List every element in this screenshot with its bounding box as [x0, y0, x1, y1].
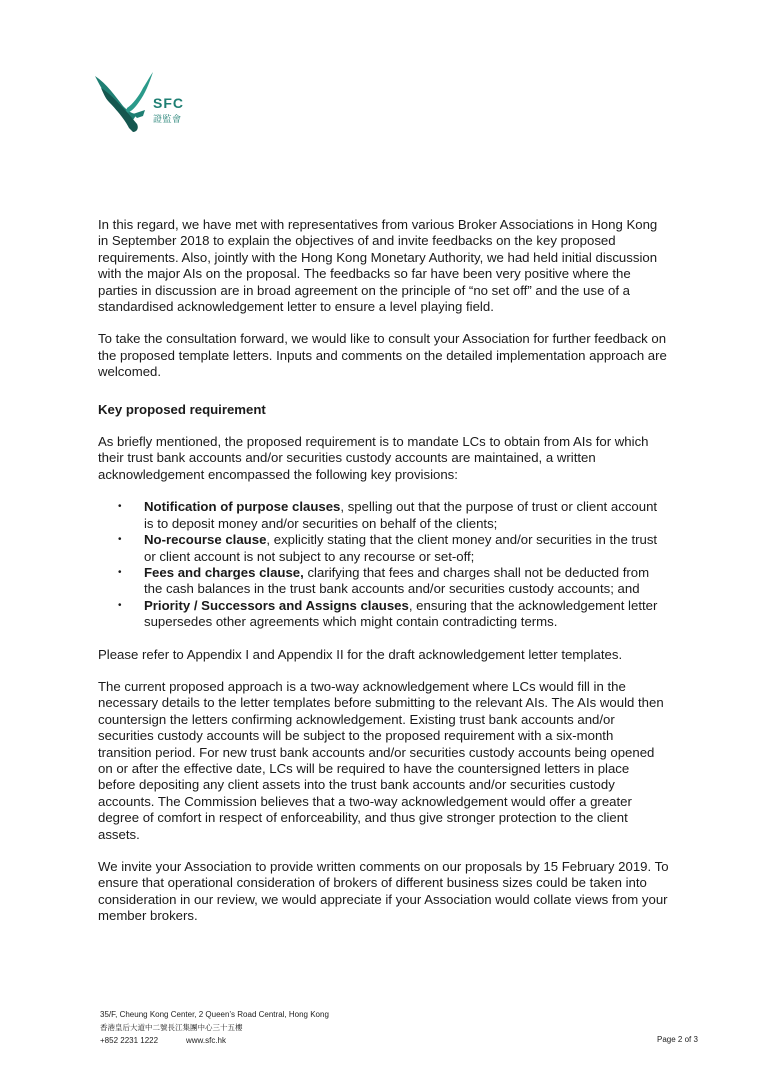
- bullet-icon: •: [118, 534, 122, 546]
- paragraph-invitation: We invite your Association to provide written comments on our proposals by 15 February 2019. To ensure that operational consideration of brokers of different business sizes could be taken into consideration in our review, we would appreciate if your Association would collate views from your member brokers.: [98, 859, 669, 924]
- footer-phone: +852 2231 1222: [100, 1036, 159, 1045]
- list-item: [98, 532, 670, 565]
- bullet-icon: •: [118, 599, 122, 611]
- bullet-icon: •: [118, 501, 122, 513]
- section-heading: Key proposed requirement: [98, 401, 266, 417]
- page-number: Page 2 of 3: [657, 1035, 698, 1044]
- paragraph-consultation: To take the consultation forward, we would like to consult your Association for further feedback on the proposed template letters. Inputs and comments on the detailed implementation approach are welcomed.: [98, 331, 667, 380]
- paragraph-broker-associations: In this regard, we have met with representatives from various Broker Associations in Hong Kong in September 2018 to explain the objectives of and invite feedbacks on the key proposed requirements. Also, jointly with the Hong Kong Monetary Authority, we had held initial discussion with the major AIs on the proposal. The feedbacks so far have been very positive where the parties in discussion are in broad agreement on the principle of “no set off” and the use of a standardised acknowledgement letter to ensure a level playing field.: [98, 217, 658, 315]
- footer-website: www.sfc.hk: [186, 1036, 227, 1045]
- provisions-list: [98, 499, 670, 630]
- list-item: [98, 598, 670, 631]
- list-item-text: , spelling out that the purpose of trust or client account is to deposit money and/or securities on behalf of the clients;: [144, 499, 658, 531]
- footer: [100, 1008, 705, 1047]
- list-item: [98, 565, 670, 598]
- list-item-bold: Priority / Successors and Assigns clauses: [144, 597, 409, 613]
- list-item-text: , explicitly stating that the client money and/or securities in the trust or client account is not subject to any recourse or set-off;: [144, 532, 658, 564]
- logo-text: SFC: [153, 95, 184, 111]
- logo-chinese-text: 證監會: [153, 115, 182, 125]
- paragraph-appendix: Please refer to Appendix I and Appendix II for the draft acknowledgement letter templates.: [98, 646, 623, 662]
- paragraph-approach: The current proposed approach is a two-way acknowledgement where LCs would fill in the necessary details to the letter templates before submitting to the relevant AIs. The AIs would then countersign the letters confirming acknowledgement. Existing trust bank accounts and/or securities custody accounts will be subject to the proposed requirement with a six-month transition period. For new trust bank accounts and/or securities custody accounts being opened on or after the effective date, LCs will be required to have the countersigned letters in place before depositing any client assets into the trust bank accounts and/or securities custody accounts. The Commission believes that a two-way acknowledgement would offer a greater degree of comfort in respect of enforceability, and thus give stronger protection to the client assets.: [98, 678, 664, 842]
- paragraph-requirement: As briefly mentioned, the proposed requirement is to mandate LCs to obtain from AIs for which their trust bank accounts and/or securities custody accounts are maintained, a written acknowledgement encompassed the following key provisions:: [98, 434, 649, 482]
- letter-body: [98, 217, 670, 941]
- list-item: [98, 499, 670, 532]
- list-item-bold: Notification of purpose clauses: [144, 499, 341, 515]
- footer-address-zh: 香港皇后大道中二號長江集團中心三十五樓: [100, 1023, 243, 1032]
- footer-address-en: 35/F, Cheung Kong Center, 2 Queen’s Road Central, Hong Kong: [100, 1010, 329, 1019]
- list-item-bold: No-recourse clause: [144, 532, 267, 548]
- list-item-bold: Fees and charges clause,: [144, 564, 304, 580]
- sfc-logo: [93, 70, 203, 136]
- eagle-icon: [93, 70, 155, 136]
- list-item-text: clarifying that fees and charges shall not be deducted from the cash balances in the trust bank accounts and/or securities custody accounts; and: [144, 564, 650, 597]
- bullet-icon: •: [118, 566, 122, 578]
- list-item-text: , ensuring that the acknowledgement letter supersedes other agreements which might contain contradicting terms.: [144, 597, 658, 630]
